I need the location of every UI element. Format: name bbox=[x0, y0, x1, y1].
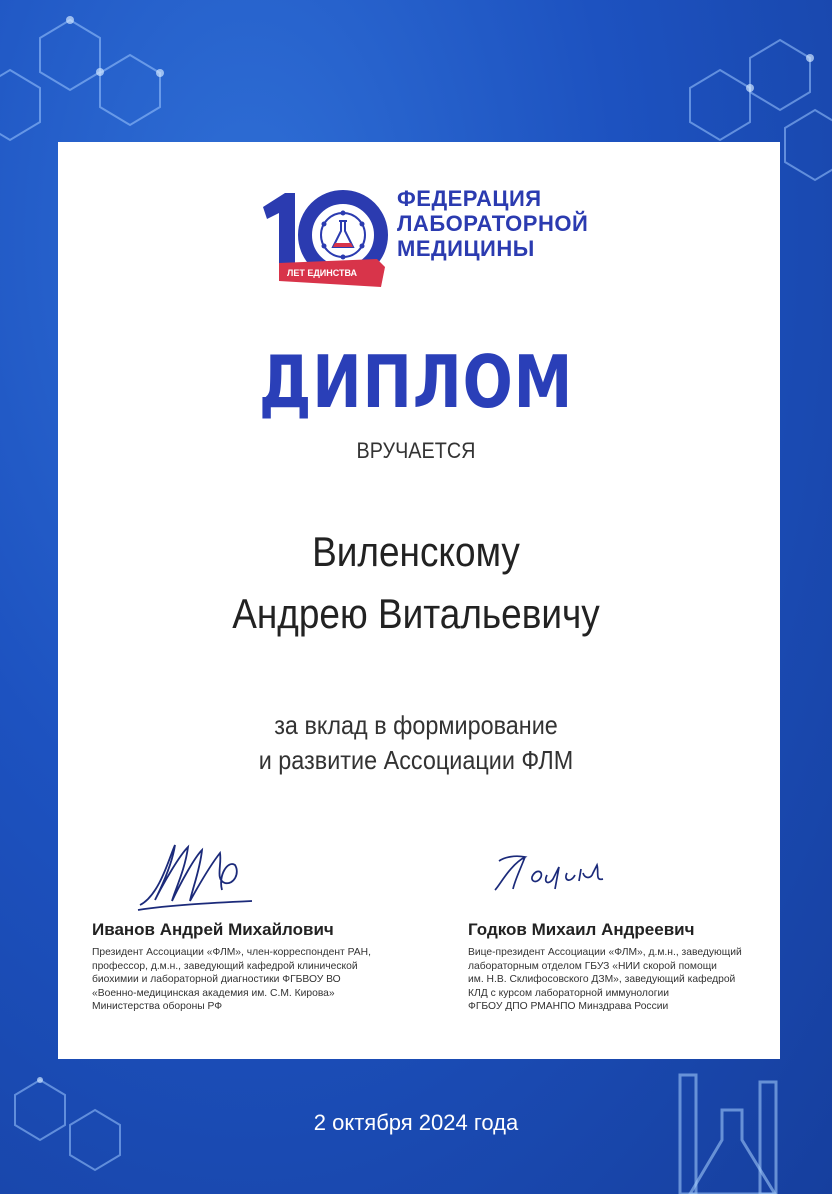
award-reason bbox=[42, 708, 791, 778]
signer-position bbox=[92, 946, 392, 1014]
signer-position-line: «Военно-медицинская академия им. С.М. Кирова» bbox=[92, 987, 335, 999]
issue-date: 2 октября 2024 года bbox=[313, 1110, 519, 1135]
federation-name-line1: ФЕДЕРАЦИЯ bbox=[397, 186, 542, 211]
signer-position-line: КЛД с курсом лабораторной иммунологии bbox=[468, 987, 670, 999]
signer-position-line: профессор, д.м.н., заведующий кафедрой клинической bbox=[92, 960, 358, 972]
signer-position bbox=[468, 946, 768, 1014]
signer-position-line: лабораторным отделом ГБУЗ «НИИ скорой помощи bbox=[468, 960, 717, 972]
signature-ivanov bbox=[130, 835, 260, 915]
award-reason-line1: за вклад в формирование bbox=[274, 710, 558, 740]
signer-name: Годков Михаил Андреевич bbox=[468, 920, 695, 939]
signer-right bbox=[468, 920, 768, 1014]
award-reason-line2: и развитие Ассоциации ФЛМ bbox=[258, 745, 574, 775]
signer-position-line: биохимии и лабораторной диагностики ФГБВОУ ВО bbox=[92, 974, 341, 985]
signer-position-line: Министерства обороны РФ bbox=[92, 1001, 223, 1012]
signer-position-line: ФГБОУ ДПО РМАНПО Минздрава России bbox=[468, 1001, 669, 1012]
logo-ribbon-text: ЛЕТ ЕДИНСТВА bbox=[287, 268, 358, 278]
recipient-given-names: Андрею Витальевичу bbox=[232, 590, 600, 637]
diploma-title: ДИПЛОМ bbox=[258, 340, 574, 424]
awarded-label: ВРУЧАЕТСЯ bbox=[356, 438, 476, 463]
recipient-surname: Виленскому bbox=[312, 528, 520, 575]
federation-name bbox=[397, 186, 588, 261]
federation-name-line3: МЕДИЦИНЫ bbox=[397, 236, 535, 261]
signer-position-line: им. Н.В. Склифосовского ДЗМ», заведующий кафедрой bbox=[468, 974, 736, 985]
signer-left bbox=[92, 920, 392, 1014]
federation-name-line2: ЛАБОРАТОРНОЙ bbox=[397, 211, 589, 236]
signer-position-line: Президент Ассоциации «ФЛМ», член-корреспондент РАН, bbox=[92, 947, 371, 958]
signer-position-line: Вице-президент Ассоциации «ФЛМ», д.м.н., заведующий bbox=[468, 947, 742, 958]
signer-name: Иванов Андрей Михайлович bbox=[92, 920, 334, 939]
signature-godkov bbox=[485, 845, 635, 900]
